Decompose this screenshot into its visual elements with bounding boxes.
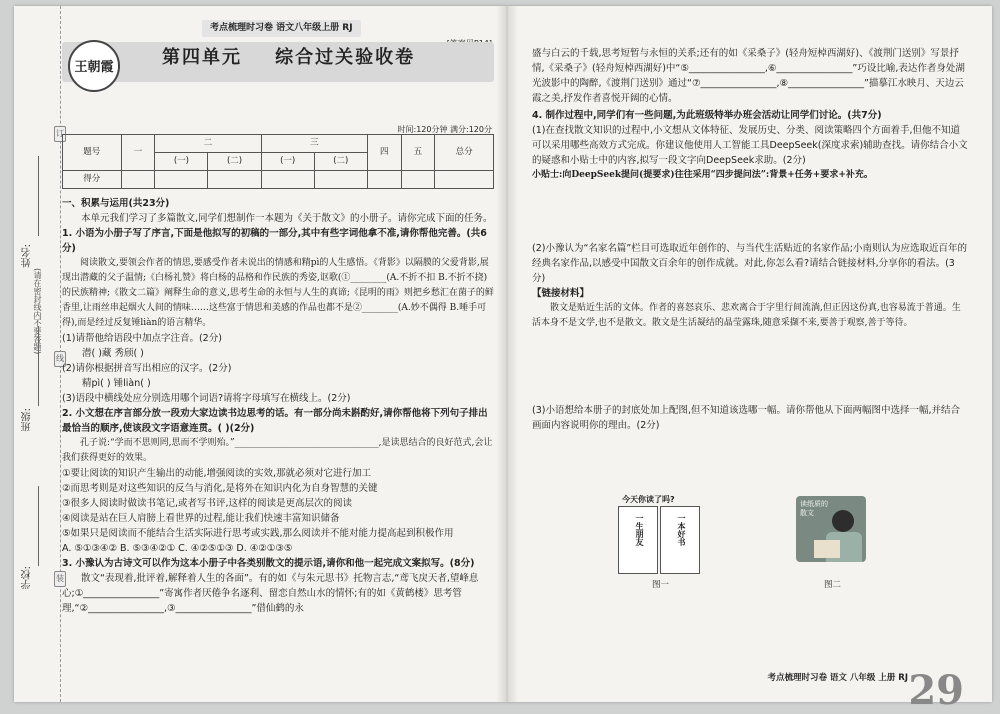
book-icon xyxy=(814,540,840,558)
person-head-icon xyxy=(832,510,854,532)
q1-sub2-items[interactable]: 精pì( ) 锤liàn( ) xyxy=(82,378,151,389)
footer: 考点梳理时习卷 语文 八年级 上册 RJ xyxy=(767,673,908,683)
score-input[interactable] xyxy=(155,171,208,189)
score-cell: 一 xyxy=(121,135,155,171)
exam-name: 综合过关验收卷 xyxy=(275,47,416,68)
unit-title xyxy=(162,47,416,68)
score-input[interactable] xyxy=(314,171,367,189)
answer-area-q4-1[interactable] xyxy=(532,183,968,241)
q4-sub3: (3)小语想给本册子的封底处加上配图,但不知道该选哪一幅。请你帮他从下面两幅图中选择一幅,并结合画面内容说明你的理由。(2分) xyxy=(532,405,960,431)
pic1-top-text: 今天你读了吗? xyxy=(622,495,675,504)
score-cell: 四 xyxy=(367,135,401,171)
page-fold xyxy=(496,6,518,702)
school-line[interactable] xyxy=(38,486,39,566)
q1-sub3: (3)语段中横线处应分别选用哪个词语?请将字母填写在横线上。(2分) xyxy=(62,393,351,404)
q1-sub1: (1)请帮他给语段中加点字注音。(2分) xyxy=(62,333,222,344)
score-table xyxy=(62,134,494,189)
figure-two[interactable] xyxy=(796,496,866,562)
score-cell: 三 xyxy=(261,135,367,153)
exam-info: 时间:120分钟 满分:120分 xyxy=(397,125,492,134)
page-number: 29 xyxy=(908,667,964,714)
binding-strip xyxy=(14,6,64,702)
answer-area-q4-2[interactable] xyxy=(532,331,968,403)
score-input[interactable] xyxy=(401,171,435,189)
q3-passage: 散文“表现着,批评着,解释着人生的各面”。有的如《与朱元思书》托物言志,“鸢飞戾天者,望峰息心;①________________”寄寓作者厌倦争名逐利、留恋自然山水的情怀;有的如《黄鹤楼》思考管理,“②________________,③________________”借仙鹤的永 xyxy=(62,573,479,614)
q2-option: ①要让阅读的知识产生输出的动能,增强阅读的实效,那就必须对它进行加工 xyxy=(62,468,372,479)
q1-passage: 阅读散文,要领会作者的情思,要感受作者未说出的情感和精pì的人生感悟。《背影》以隔膜的父爱背影,展现出潜藏的父子温情;《白杨礼赞》将白杨的品格和作民族的秀姿,讴歌(①________(A.不折不扣 B.不折不挠)的民族精神;《散文二篇》阐释生命的意义,思考生命的永恒与人生的真谛;《昆明的雨》则把乡愁汇在菌子的鲜香里,让雨丝串起烟火人间的情味……这些富于情思和美感的作品也都不是②________(A.妙不偶得 B.唾手可得),而是经过反复锤liàn的语言精华。 xyxy=(62,258,494,328)
binding-hole: 装 xyxy=(54,571,66,587)
right-page xyxy=(532,6,968,714)
q2-option: ②而思考则是对这些知识的反刍与消化,是将外在知识内化为自身智慧的关键 xyxy=(62,483,378,494)
q2-option: ⑤如果只是阅读而不能结合生活实际进行思考或实践,那么阅读并不能对能力提高起到积极作用 xyxy=(62,528,454,539)
score-cell: 题号 xyxy=(63,135,122,171)
link-text: 散文是贴近生活的文体。作者的喜怒哀乐、悲欢离合于字里行间流淌,但正因这份真,也容易流于普通。生活本身不是文学,也不是散文。散文是生活凝结的晶莹露珠,随意采撷不来,要善于观察,善于等待。 xyxy=(532,303,961,328)
q4-sub2: (2)小豫认为“名家名篇”栏目可选取近年创作的、与当代生活贴近的名家作品;小南则认为应选取近百年的经典名家作品,以感受中国散文百余年的创作成就。对此,你怎么看?请结合链接材料,分享你的看法。(3分) xyxy=(532,243,968,284)
q2-choices[interactable]: A. ⑤①③④② B. ⑤③④②① C. ④②⑤①③ D. ④②①③⑤ xyxy=(62,543,293,554)
binding-hole: 订 xyxy=(54,126,66,142)
school-label: 学校: xyxy=(22,566,33,590)
score-input[interactable] xyxy=(121,171,155,189)
score-cell: (一) xyxy=(155,153,208,171)
class-line[interactable] xyxy=(38,326,39,406)
score-cell: (一) xyxy=(261,153,314,171)
question-4: 4. 制作过程中,同学们有一些问题,为此班级特举办班会活动让同学们讨论。(共7分) xyxy=(532,110,882,121)
score-cell: 二 xyxy=(155,135,261,153)
pic2-text: 读纸质的散文 xyxy=(800,500,828,517)
section-heading: 一、积累与运用(共23分) xyxy=(62,198,170,209)
q2-option: ③很多人阅读时做读书笔记,或者写书评,这样的阅读是更高层次的阅读 xyxy=(62,498,353,509)
figure-one[interactable] xyxy=(614,492,704,580)
binding-hole: 线 xyxy=(54,351,66,367)
score-cell: 总分 xyxy=(435,135,494,171)
left-page xyxy=(62,6,494,702)
seal-note: (请在密封线内不要答题) xyxy=(33,268,42,355)
q1-sub2: (2)请你根据拼音写出相应的汉字。(2分) xyxy=(62,363,232,374)
link-title: 【链接材料】 xyxy=(532,288,590,299)
q4-sub1: (1)在查找散文知识的过程中,小文想从文体特征、发展历史、分类、阅读策略四个方面着手,但他不知道可以采用哪些高效方式完成。你建议他使用人工智能工具DeepSeek(深度求索)辅助查找。请你结合小文的疑惑和小贴士中的内容,拟写一段文字向DeepSeek求助。(2分) xyxy=(532,125,968,166)
name-line[interactable] xyxy=(38,156,39,236)
score-cell: 得分 xyxy=(63,171,122,189)
series-tag: 考点梳理时习卷 语文八年级上册 RJ xyxy=(202,20,361,37)
q4-tip: 小贴士:向DeepSeek提问(提要求)往往采用“四步提问法”:背景+任务+要求+补充。 xyxy=(532,170,873,180)
score-cell: (二) xyxy=(314,153,367,171)
question-2: 2. 小文想在序言部分放一段劝大家边读书边思考的话。有一部分尚未斟酌好,请你帮他将下列句子排出最恰当的顺序,使该段文字语意连贯。( )(2分) xyxy=(62,408,488,434)
name-label: 姓名: xyxy=(22,244,33,268)
score-input[interactable] xyxy=(208,171,261,189)
q1-sub1-items[interactable]: 潜( )藏 秀颀( ) xyxy=(82,348,144,359)
task-intro: 本单元我们学习了多篇散文,同学们想制作一本题为《关于散文》的小册子。请你完成下面的任务。 xyxy=(81,213,493,224)
score-cell: (二) xyxy=(208,153,261,171)
right-body xyxy=(532,46,968,433)
pic1-right-text: 一本好书 xyxy=(677,514,686,546)
score-input[interactable] xyxy=(367,171,401,189)
question-3: 3. 小豫认为古诗文可以作为这本小册子中各类别散文的提示语,请你和他一起完成文案拟写。(8分) xyxy=(62,558,475,569)
pic1-left-text: 一生朋友 xyxy=(635,514,644,546)
figure-two-caption: 图二 xyxy=(824,580,842,590)
left-body xyxy=(62,196,494,616)
q2-quote: 孔子说:“学而不思则罔,思而不学则殆。”________________________________,是读思结合的良好范式,会让我们获得更好的效果。 xyxy=(62,438,493,463)
unit-number: 第四单元 xyxy=(162,47,242,68)
figure-one-caption: 图一 xyxy=(652,580,670,590)
score-cell: 五 xyxy=(401,135,435,171)
q3-continued: 盛与白云的千载,思考短暂与永恒的关系;还有的如《采桑子》(轻舟短棹西湖好)、《渡荆门送别》写景抒情,《采桑子》(轻舟短棹西湖好)中“⑤________________,⑥________________”巧设比喻,表达作者身处湖光波影中的陶醉,《渡荆门送别》通过“⑦________________,⑧________________”描摹江水映月、天边云霞之美,抒发作者喜悦开阔的心情。 xyxy=(532,48,965,104)
question-1: 1. 小语为小册子写了序言,下面是他拟写的初稿的一部分,其中有些字词他拿不准,请你帮他完善。(共6分) xyxy=(62,228,487,254)
score-input[interactable] xyxy=(435,171,494,189)
score-input[interactable] xyxy=(261,171,314,189)
brand-logo: 王朝霞 xyxy=(68,40,120,92)
q2-option: ④阅读是站在巨人肩膀上看世界的过程,能让我们快速丰富知识储备 xyxy=(62,513,340,524)
class-label: 班级: xyxy=(22,408,33,432)
